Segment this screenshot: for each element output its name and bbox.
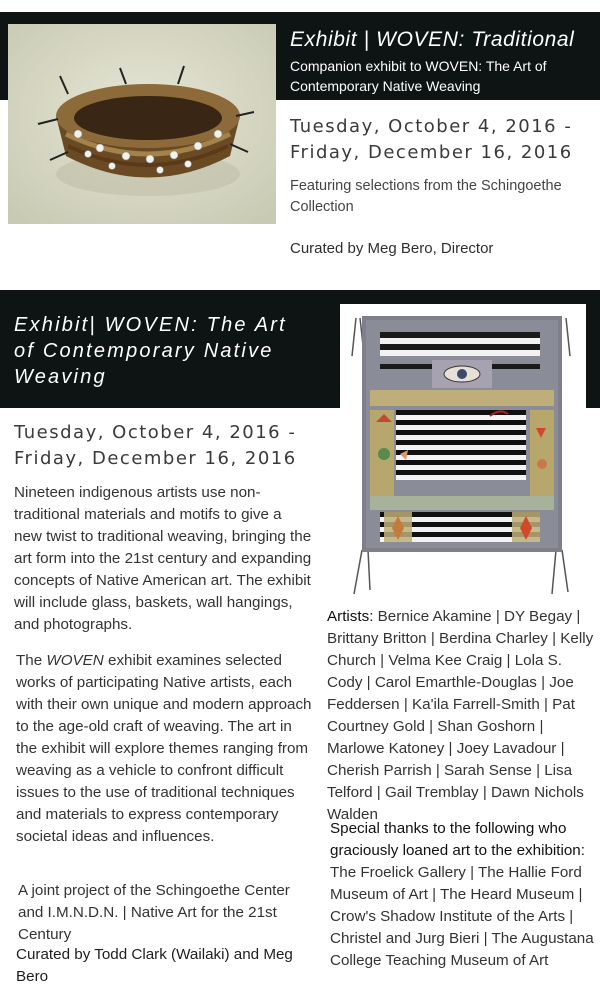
section2-title-line2: of Contemporary Native [14,340,274,362]
section2-intro: Nineteen indigenous artists use non-traditional materials and motifs to give a new twist to traditional weaving, bringing the art form into the 21st century and expanding concepts of Native American art. The exhibit will include glass, baskets, wall hangings, and photographs. [14,484,312,633]
section2-dates-line1: Tuesday, October 4, 2016 - [14,422,297,443]
rug-icon [340,304,586,606]
section1-title: Exhibit | WOVEN: Traditional [290,28,575,51]
section1-subtitle: Companion exhibit to WOVEN: The Art of Contemporary Native Weaving [290,58,547,94]
section2-curator: Curated by Todd Clark (Wailaki) and Meg Bero [16,946,293,985]
woven-emphasis: WOVEN [46,652,104,669]
section1-dates-line1: Tuesday, October 4, 2016 - [290,116,573,137]
section1-featuring: Featuring selections from the Schingoethe Collection [290,178,562,215]
section2-joint-project: A joint project of the Schingoethe Center and I.M.N.D.N. | Native Art for the 21st Century [18,882,290,943]
para-prefix: The [16,652,47,669]
basket-photo [8,24,276,224]
section2-paragraph [16,650,314,848]
section2-dates-line2: Friday, December 16, 2016 [14,448,297,469]
section1-dates-line2: Friday, December 16, 2016 [290,142,573,163]
section2-title-line1: Exhibit| WOVEN: The Art [14,314,287,336]
rug-photo [340,304,586,606]
basket-icon [8,24,276,224]
artists-list [327,606,599,826]
lenders-list: The Froelick Gallery | The Hallie Ford Museum of Art | The Heard Museum | Crow's Shadow Institute of the Arts | Christel and Jurg Bieri | The Augustana College Teaching Museum of Art [330,864,594,969]
section2-title-line3: Weaving [14,366,107,388]
thanks-heading: Special thanks to the following who graciously loaned art to the exhibition: [330,820,585,859]
artists-label: Artists: [327,608,374,625]
section1-curator: Curated by Meg Bero, Director [290,240,494,257]
artists-names: Bernice Akamine | DY Begay | Brittany Britton | Berdina Charley | Kelly Church | Velma Kee Craig | Lola S. Cody | Carol Emarthle-Douglas | Joe Feddersen | Ka'ila Farrell-Smith | Pat Courtney Gold | Shan Goshorn | Marlowe Katoney | Joey Lavadour | Cherish Parrish | Sarah Sense | Lisa Telford | Gail Tremblay | Dawn Nichols Walden [327,608,594,823]
para-rest: exhibit examines selected works of participating Native artists, each with their own unique and modern approach to the age-old craft of weaving. The art in the exhibit will explore themes ranging from weaving as a vehicle to confront difficult issues to the use of traditional techniques and materials to express contemporary societal ideas and influences. [16,652,312,845]
